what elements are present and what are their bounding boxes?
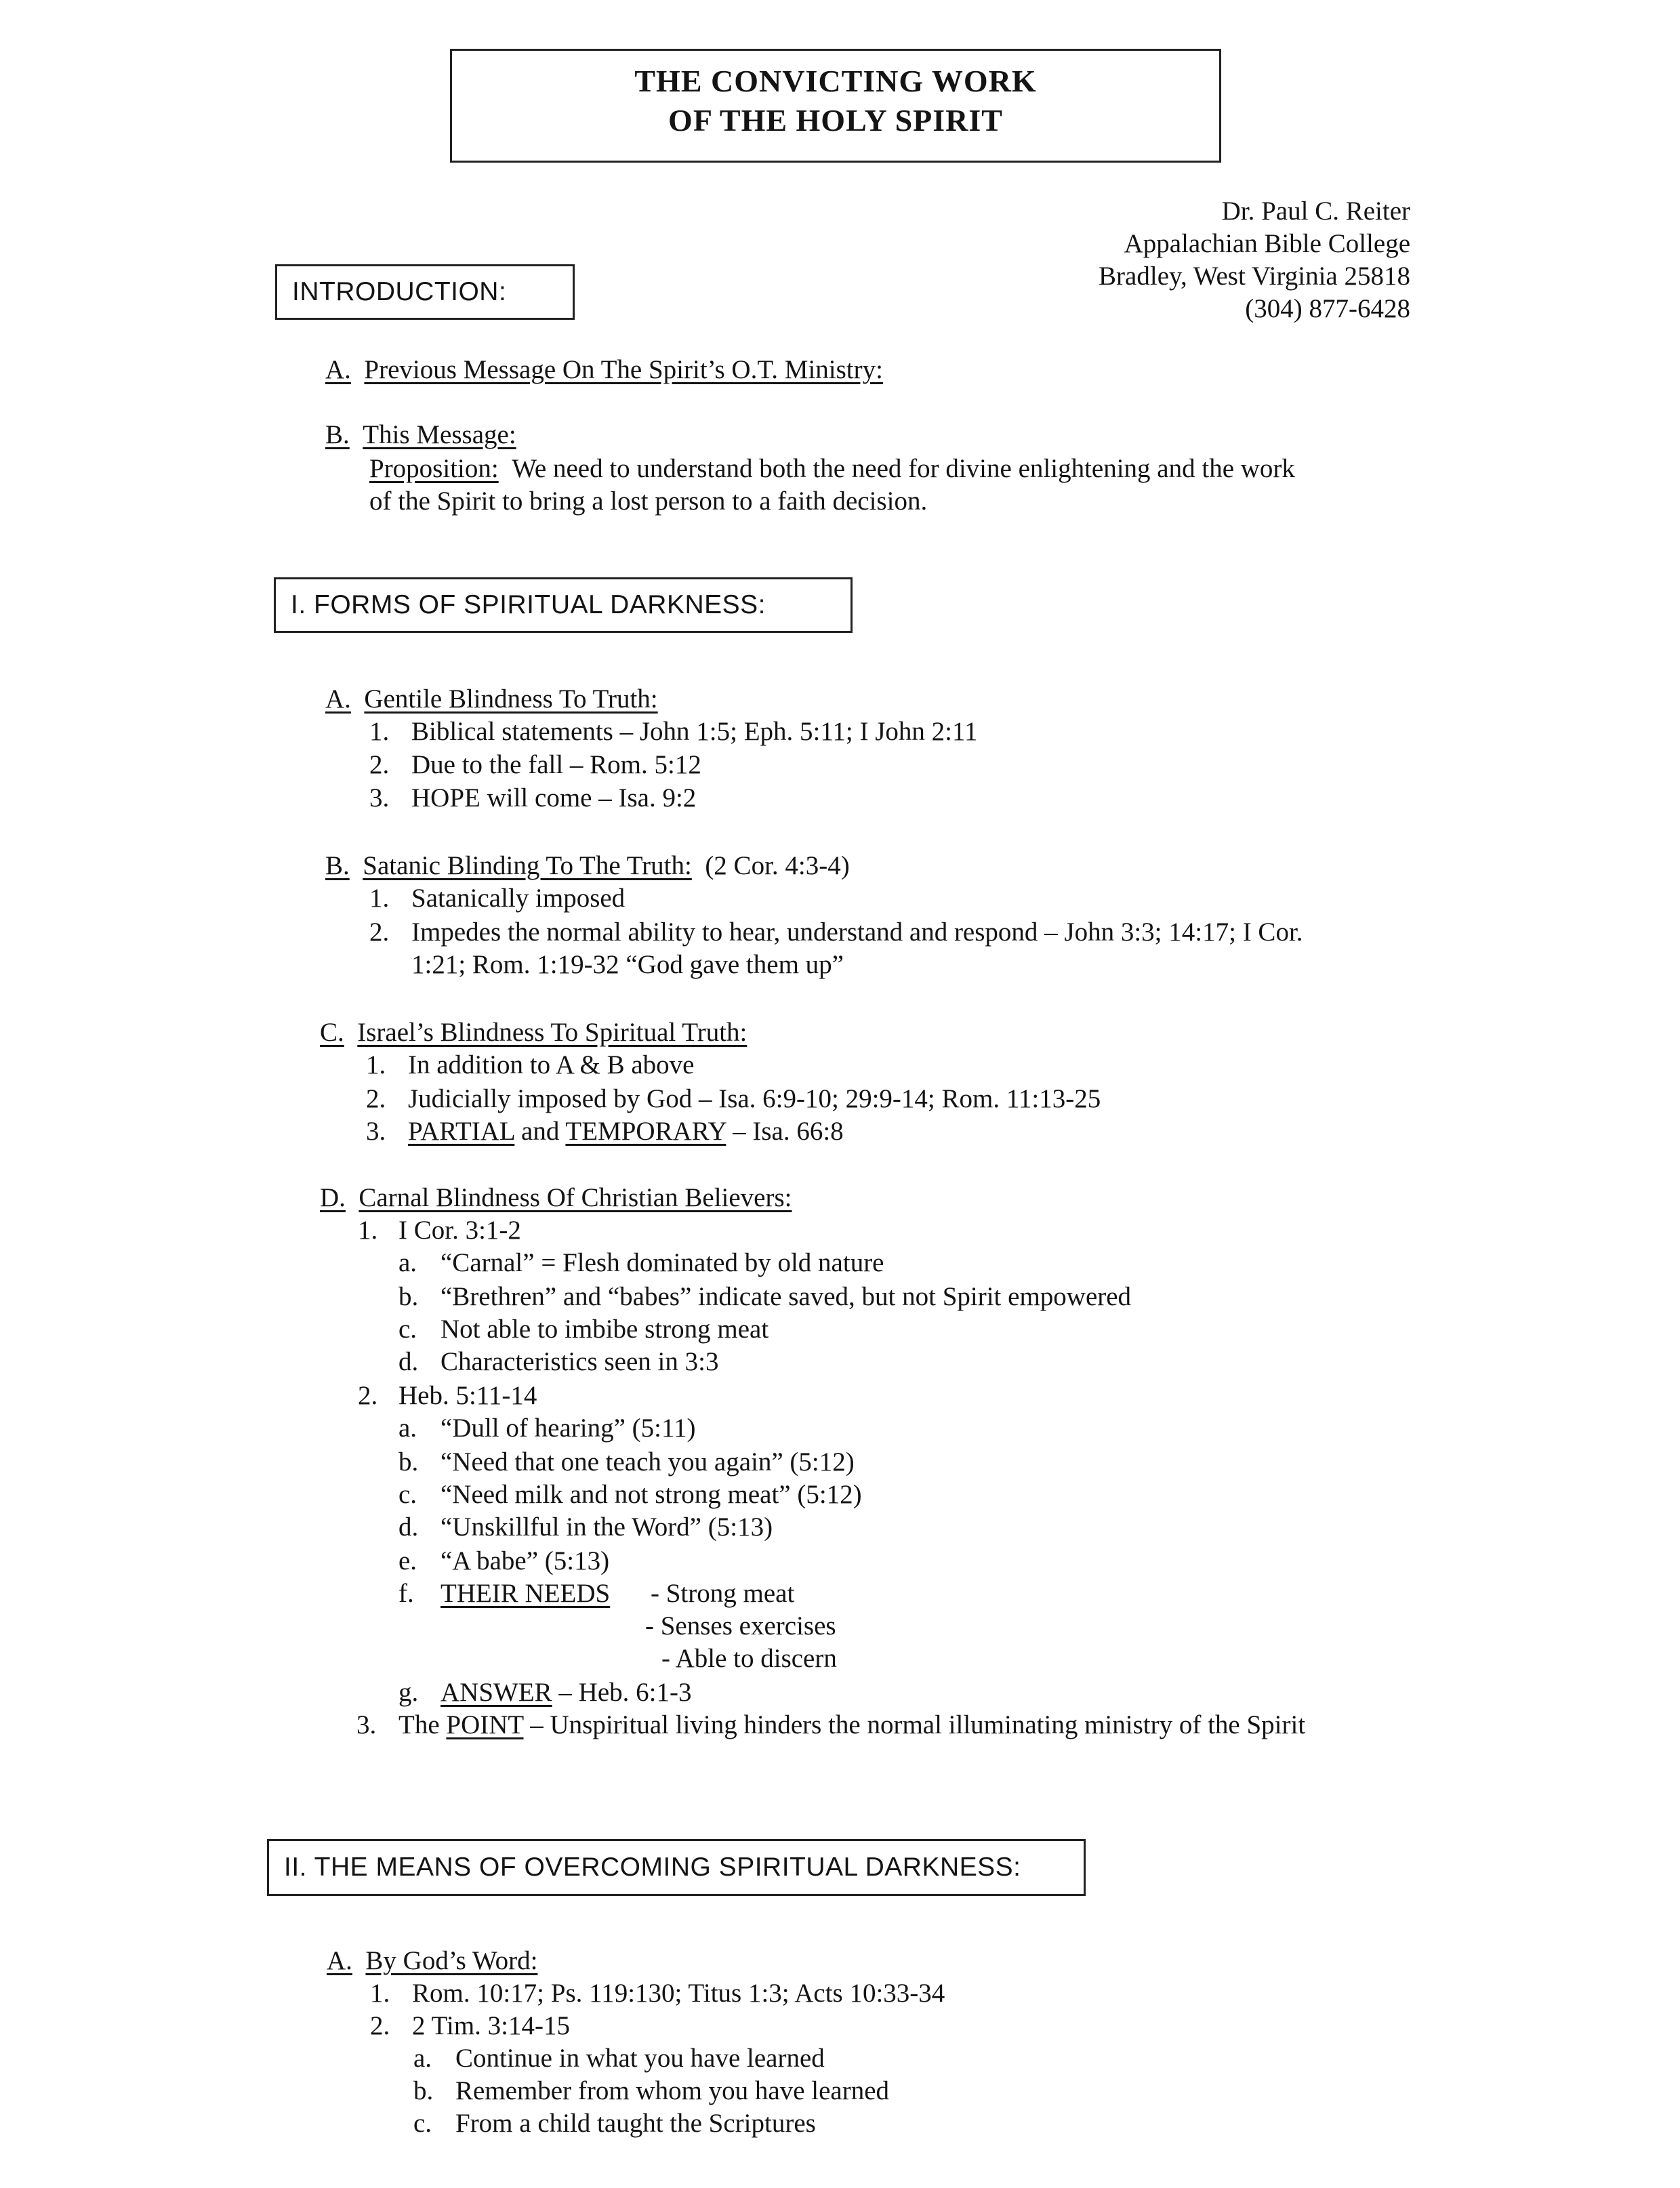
intro-item-a — [325, 354, 883, 386]
need-text: - Strong meat — [651, 1579, 795, 1608]
sub-item — [398, 1281, 1131, 1313]
intro-b-text: This Message: — [363, 420, 516, 449]
sub-item-text: “Need milk and not strong meat” (5:12) — [441, 1480, 862, 1509]
section-2-a-label: A. — [327, 1946, 352, 1975]
section-1-a-title-text: Gentile Blindness To Truth: — [364, 684, 658, 714]
section-1-b-title-text: Satanic Blinding To The Truth: — [363, 851, 692, 880]
list-item — [369, 782, 696, 814]
author-institution: Appalachian Bible College — [1124, 229, 1410, 258]
proposition-label: Proposition: — [369, 454, 499, 483]
item-text: HOPE will come – Isa. 9:2 — [411, 783, 697, 812]
sub-item — [398, 1247, 884, 1279]
sub-item-text: “Unskillful in the Word” (5:13) — [441, 1512, 773, 1542]
sub-item-letter: a. — [413, 2044, 432, 2073]
sub-item-text: Continue in what you have learned — [455, 2044, 825, 2073]
item-text: In addition to A & B above — [408, 1050, 695, 1079]
item-text: – Unspiritual living hinders the normal illuminating ministry of the Spirit — [523, 1710, 1306, 1739]
need-item — [645, 1610, 836, 1643]
list-item — [370, 1977, 945, 2010]
item-text: Biblical statements – John 1:5; Eph. 5:11; I John 2:11 — [411, 717, 978, 746]
sub-item-needs — [398, 1577, 610, 1610]
sub-item-letter: f. — [398, 1579, 414, 1608]
proposition-text-2: of the Spirit to bring a lost person to a faith decision. — [369, 487, 928, 516]
list-item — [358, 1214, 521, 1247]
item-text: 1:21; Rom. 1:19-32 “God gave them up” — [411, 950, 844, 979]
sub-item-letter: c. — [413, 2109, 432, 2138]
section-1-d-label: D. — [320, 1183, 346, 1212]
sub-item — [413, 2107, 816, 2140]
section-2-a-title — [327, 1945, 537, 1977]
item-text: – Isa. 66:8 — [726, 1117, 844, 1146]
section-1-heading-text: I. FORMS OF SPIRITUAL DARKNESS: — [291, 590, 766, 619]
author-block — [1099, 195, 1410, 325]
item-number: 1. — [369, 884, 390, 913]
sub-item-text: “Dull of hearing” (5:11) — [441, 1413, 696, 1443]
item-number: 2. — [366, 1084, 386, 1113]
need-text: - Able to discern — [661, 1644, 837, 1673]
item-text: I Cor. 3:1-2 — [398, 1216, 521, 1245]
sub-item — [398, 1545, 609, 1577]
item-number: 3. — [366, 1117, 386, 1146]
sub-item-text: – Heb. 6:1-3 — [552, 1678, 692, 1707]
list-item — [369, 882, 625, 915]
title-line-2: OF THE HOLY SPIRIT — [668, 103, 1003, 138]
list-item — [358, 1380, 537, 1412]
sub-item-text: From a child taught the Scriptures — [455, 2109, 816, 2138]
sub-item-text: Not able to imbibe strong meat — [441, 1315, 769, 1344]
sub-item-letter: a. — [398, 1413, 417, 1443]
sub-item — [413, 2075, 889, 2107]
item-number: 1. — [366, 1050, 386, 1079]
list-item — [366, 1115, 844, 1148]
item-text: Rom. 10:17; Ps. 119:130; Titus 1:3; Acts 10:33-34 — [412, 1979, 945, 2008]
proposition-line-2 — [369, 485, 927, 518]
list-item — [369, 749, 701, 781]
intro-a-label: A. — [325, 355, 351, 384]
item-text: Satanically imposed — [411, 884, 626, 913]
sub-item-text: “Brethren” and “babes” indicate saved, but not Spirit empowered — [441, 1282, 1132, 1311]
list-item — [370, 2010, 570, 2042]
proposition-line-1 — [369, 453, 1295, 485]
section-1-c-label: C. — [320, 1018, 344, 1047]
section-1-b-ref: (2 Cor. 4:3-4) — [705, 851, 850, 880]
sub-item-letter: a. — [398, 1248, 417, 1277]
item-number: 2. — [369, 750, 390, 779]
sub-item — [398, 1446, 855, 1479]
sub-item — [398, 1412, 696, 1445]
sub-item-letter: e. — [398, 1546, 417, 1575]
list-item — [369, 716, 978, 748]
sub-item-letter: c. — [398, 1315, 417, 1344]
sub-item-text: Remember from whom you have learned — [455, 2076, 890, 2105]
section-1-d-title-text: Carnal Blindness Of Christian Believers: — [358, 1183, 792, 1212]
need-item — [651, 1577, 794, 1610]
introduction-heading — [275, 264, 575, 320]
sub-item — [398, 1511, 773, 1544]
need-item — [661, 1643, 837, 1675]
sub-item — [398, 1313, 769, 1346]
proposition-text-1: We need to understand both the need for divine enlightening and the work — [512, 454, 1295, 483]
item-number: 1. — [358, 1216, 378, 1245]
intro-a-text: Previous Message On The Spirit’s O.T. Ministry: — [364, 355, 883, 384]
item-number: 2. — [370, 2011, 390, 2040]
sub-item-letter: g. — [398, 1678, 419, 1707]
list-item — [366, 1049, 694, 1081]
section-1-c-title-text: Israel’s Blindness To Spiritual Truth: — [357, 1018, 747, 1047]
sub-item-text: “A babe” (5:13) — [441, 1546, 610, 1575]
section-1-heading — [274, 577, 853, 633]
item-text: Heb. 5:11-14 — [398, 1381, 537, 1410]
item-text: Impedes the normal ability to hear, understand and respond – John 3:3; 14:17; I Cor. — [411, 917, 1303, 947]
their-needs-label: THEIR NEEDS — [441, 1579, 611, 1608]
section-1-d-title — [320, 1182, 792, 1214]
intro-b-label: B. — [325, 420, 350, 449]
author-phone: (304) 877-6428 — [1245, 294, 1410, 323]
section-1-b-title — [325, 850, 850, 882]
section-2-heading-text: II. THE MEANS OF OVERCOMING SPIRITUAL DARKNESS: — [284, 1853, 1021, 1882]
intro-item-b — [325, 419, 516, 451]
sub-item-text: “Carnal” = Flesh dominated by old nature — [441, 1248, 884, 1277]
need-text: - Senses exercises — [645, 1611, 836, 1640]
sub-item-letter: d. — [398, 1512, 419, 1542]
sub-item-text: “Need that one teach you again” (5:12) — [441, 1447, 855, 1477]
sub-item-letter: b. — [413, 2076, 434, 2105]
item-text-partial: PARTIAL — [408, 1117, 515, 1146]
author-address: Bradley, West Virginia 25818 — [1099, 262, 1410, 291]
sub-item — [413, 2042, 825, 2075]
section-1-a-title — [325, 683, 658, 716]
sub-item-letter: b. — [398, 1447, 419, 1477]
item-number: 1. — [369, 717, 390, 746]
title-box — [450, 49, 1221, 163]
title-line-1: THE CONVICTING WORK — [634, 64, 1037, 98]
section-1-c-title — [320, 1016, 747, 1049]
item-text: 2 Tim. 3:14-15 — [412, 2011, 570, 2040]
section-1-a-label: A. — [325, 684, 351, 714]
introduction-heading-text: INTRODUCTION: — [292, 277, 507, 306]
point-label: POINT — [446, 1710, 524, 1739]
author-name: Dr. Paul C. Reiter — [1221, 197, 1410, 226]
section-1-b-label: B. — [325, 851, 350, 880]
list-item — [366, 1083, 1101, 1115]
item-number: 3. — [356, 1710, 377, 1739]
sub-item-letter: d. — [398, 1347, 419, 1376]
item-number: 3. — [369, 783, 390, 812]
list-item-point — [356, 1709, 1305, 1741]
item-text: Judicially imposed by God – Isa. 6:9-10; 29:9-14; Rom. 11:13-25 — [408, 1084, 1101, 1113]
sub-item-letter: b. — [398, 1282, 419, 1311]
section-2-a-title-text: By God’s Word: — [365, 1946, 538, 1975]
item-number: 1. — [370, 1979, 390, 2008]
item-text: Due to the fall – Rom. 5:12 — [411, 750, 701, 779]
list-item-continued — [411, 949, 844, 981]
list-item — [369, 916, 1303, 949]
item-text: and — [514, 1117, 566, 1146]
item-text-temporary: TEMPORARY — [565, 1117, 726, 1146]
sub-item-letter: c. — [398, 1480, 417, 1509]
item-text: The — [398, 1710, 447, 1739]
sub-item — [398, 1479, 862, 1511]
sub-item — [398, 1346, 718, 1378]
answer-label: ANSWER — [441, 1678, 552, 1707]
item-number: 2. — [369, 917, 390, 947]
section-2-heading — [267, 1839, 1086, 1896]
item-number: 2. — [358, 1381, 378, 1410]
sub-item-text: Characteristics seen in 3:3 — [441, 1347, 719, 1376]
sub-item-answer — [398, 1676, 691, 1709]
